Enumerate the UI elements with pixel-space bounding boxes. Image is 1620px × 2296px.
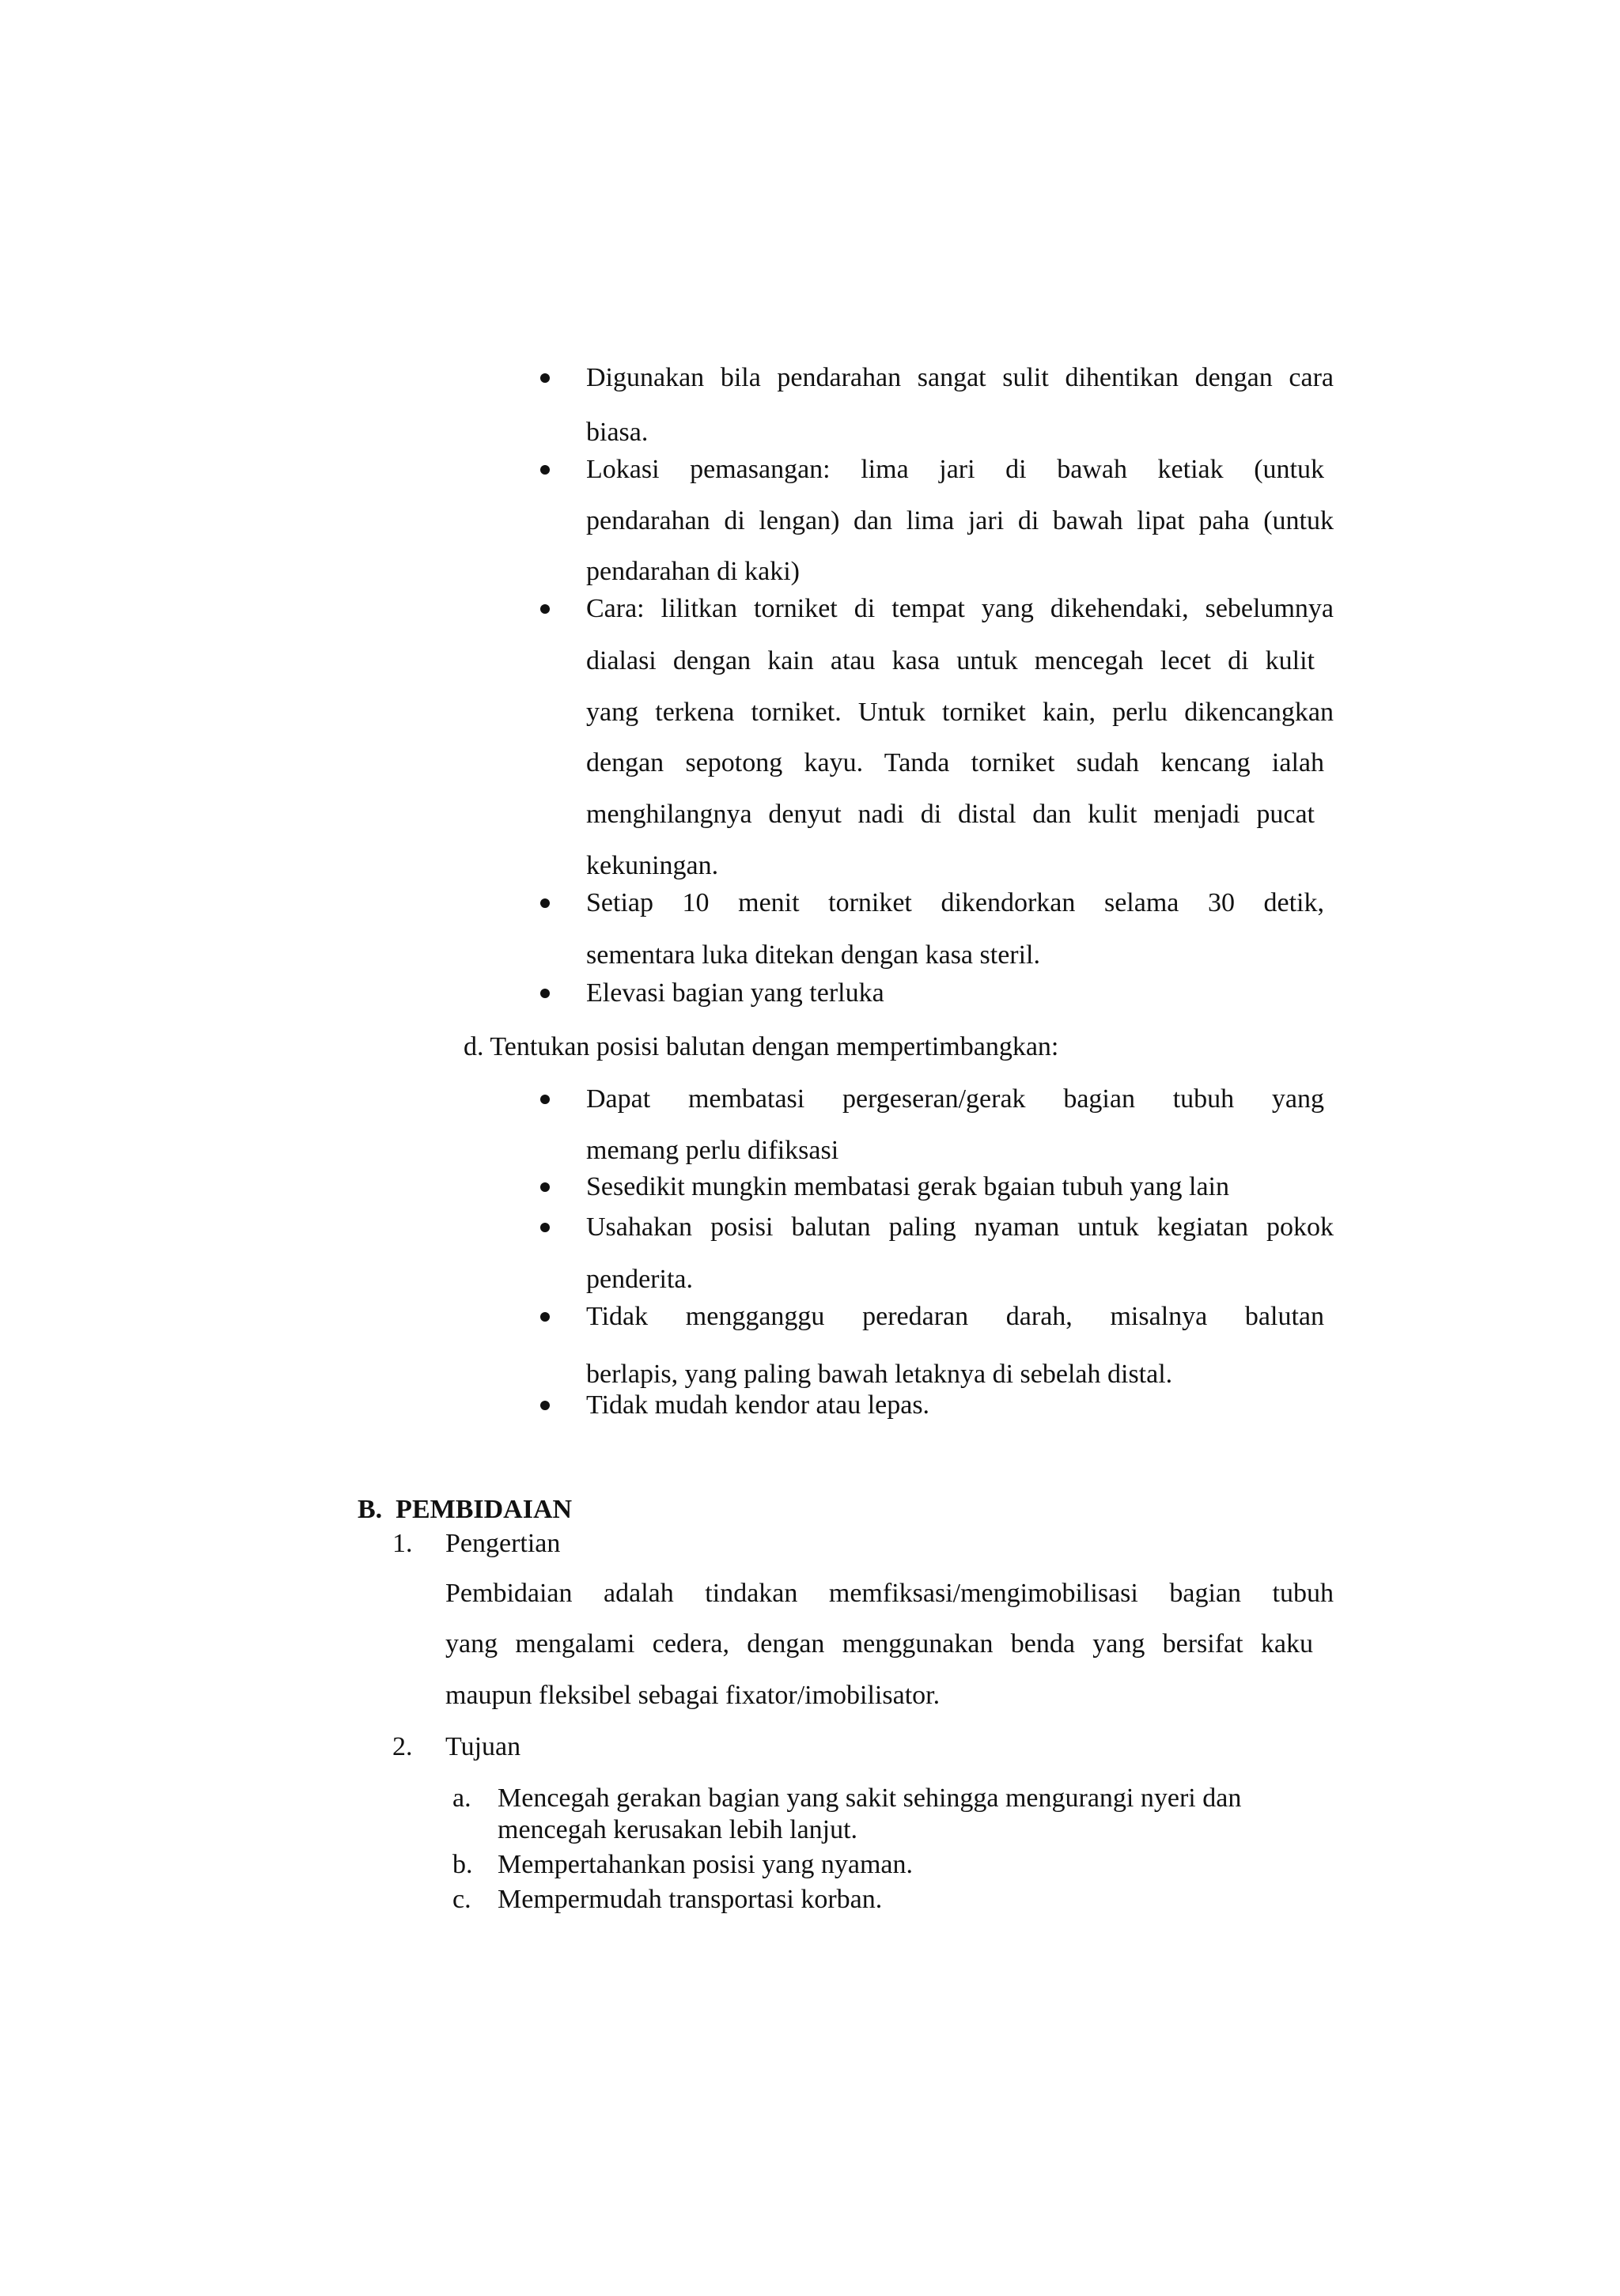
list-item-line: dialasi dengan kain atau kasa untuk mencegah lecet di kulit xyxy=(586,646,1315,675)
sub-item-letter: b. xyxy=(452,1850,473,1879)
item-title: Pengertian xyxy=(445,1529,561,1558)
list-item-line: dengan sepotong kayu. Tanda torniket sudah kencang ialah xyxy=(586,748,1324,777)
list-item-line: menghilangnya denyut nadi di distal dan kulit menjadi pucat xyxy=(586,800,1315,829)
list-item-line: yang terkena torniket. Untuk torniket kain, perlu dikencangkan xyxy=(586,698,1334,727)
list-item-line: Usahakan posisi balutan paling nyaman untuk kegiatan pokok xyxy=(586,1212,1334,1242)
item-number: 2. xyxy=(392,1732,413,1761)
list-item-line: Tidak mengganggu peredaran darah, misalnya balutan xyxy=(586,1302,1324,1331)
paragraph-line: Pembidaian adalah tindakan memfiksasi/mengimobilisasi bagian tubuh xyxy=(445,1579,1334,1608)
sub-item-letter: a. xyxy=(452,1783,471,1813)
section-d-label: d. Tentukan posisi balutan dengan mempertimbangkan: xyxy=(464,1032,1059,1061)
sub-item-line: Mencegah gerakan bagian yang sakit sehingga mengurangi nyeri dan xyxy=(498,1783,1242,1813)
bullet-icon xyxy=(540,1401,550,1410)
bullet-icon xyxy=(540,1312,550,1322)
bullet-icon xyxy=(540,465,550,475)
list-item-line: biasa. xyxy=(586,418,649,447)
list-item-line: pendarahan di kaki) xyxy=(586,557,800,586)
bullet-icon xyxy=(540,373,550,383)
paragraph-line: maupun fleksibel sebagai fixator/imobilisator. xyxy=(445,1681,941,1710)
bullet-icon xyxy=(540,1095,550,1104)
list-item-line: Tidak mudah kendor atau lepas. xyxy=(586,1390,930,1420)
list-item-line: pendarahan di lengan) dan lima jari di bawah lipat paha (untuk xyxy=(586,506,1334,535)
bullet-icon xyxy=(540,989,550,998)
list-item-line: Lokasi pemasangan: lima jari di bawah ketiak (untuk xyxy=(586,455,1324,484)
sub-item-line: Mempertahankan posisi yang nyaman. xyxy=(498,1850,913,1879)
list-item-line: Sesedikit mungkin membatasi gerak bgaian tubuh yang lain xyxy=(586,1172,1229,1201)
sub-item-line: mencegah kerusakan lebih lanjut. xyxy=(498,1815,858,1844)
section-heading: B. PEMBIDAIAN xyxy=(358,1495,573,1524)
sub-item-line: Mempermudah transportasi korban. xyxy=(498,1885,883,1914)
list-item-line: Dapat membatasi pergeseran/gerak bagian tubuh yang xyxy=(586,1084,1324,1114)
paragraph-line: yang mengalami cedera, dengan menggunakan benda yang bersifat kaku xyxy=(445,1629,1313,1659)
sub-item-letter: c. xyxy=(452,1885,471,1914)
list-item-line: penderita. xyxy=(586,1265,693,1294)
list-item-line: Setiap 10 menit torniket dikendorkan selama 30 detik, xyxy=(586,888,1324,917)
list-item-line: berlapis, yang paling bawah letaknya di sebelah distal. xyxy=(586,1360,1173,1389)
list-item-line: sementara luka ditekan dengan kasa steril. xyxy=(586,940,1040,970)
list-item-line: memang perlu difiksasi xyxy=(586,1136,839,1165)
bullet-icon xyxy=(540,1182,550,1192)
list-item-line: Elevasi bagian yang terluka xyxy=(586,978,884,1008)
item-title: Tujuan xyxy=(445,1732,521,1761)
list-item-line: kekuningan. xyxy=(586,851,719,880)
bullet-icon xyxy=(540,604,550,614)
bullet-icon xyxy=(540,1223,550,1232)
item-number: 1. xyxy=(392,1529,413,1558)
list-item-line: Digunakan bila pendarahan sangat sulit dihentikan dengan cara xyxy=(586,363,1334,392)
bullet-icon xyxy=(540,898,550,908)
list-item-line: Cara: lilitkan torniket di tempat yang dikehendaki, sebelumnya xyxy=(586,594,1334,623)
